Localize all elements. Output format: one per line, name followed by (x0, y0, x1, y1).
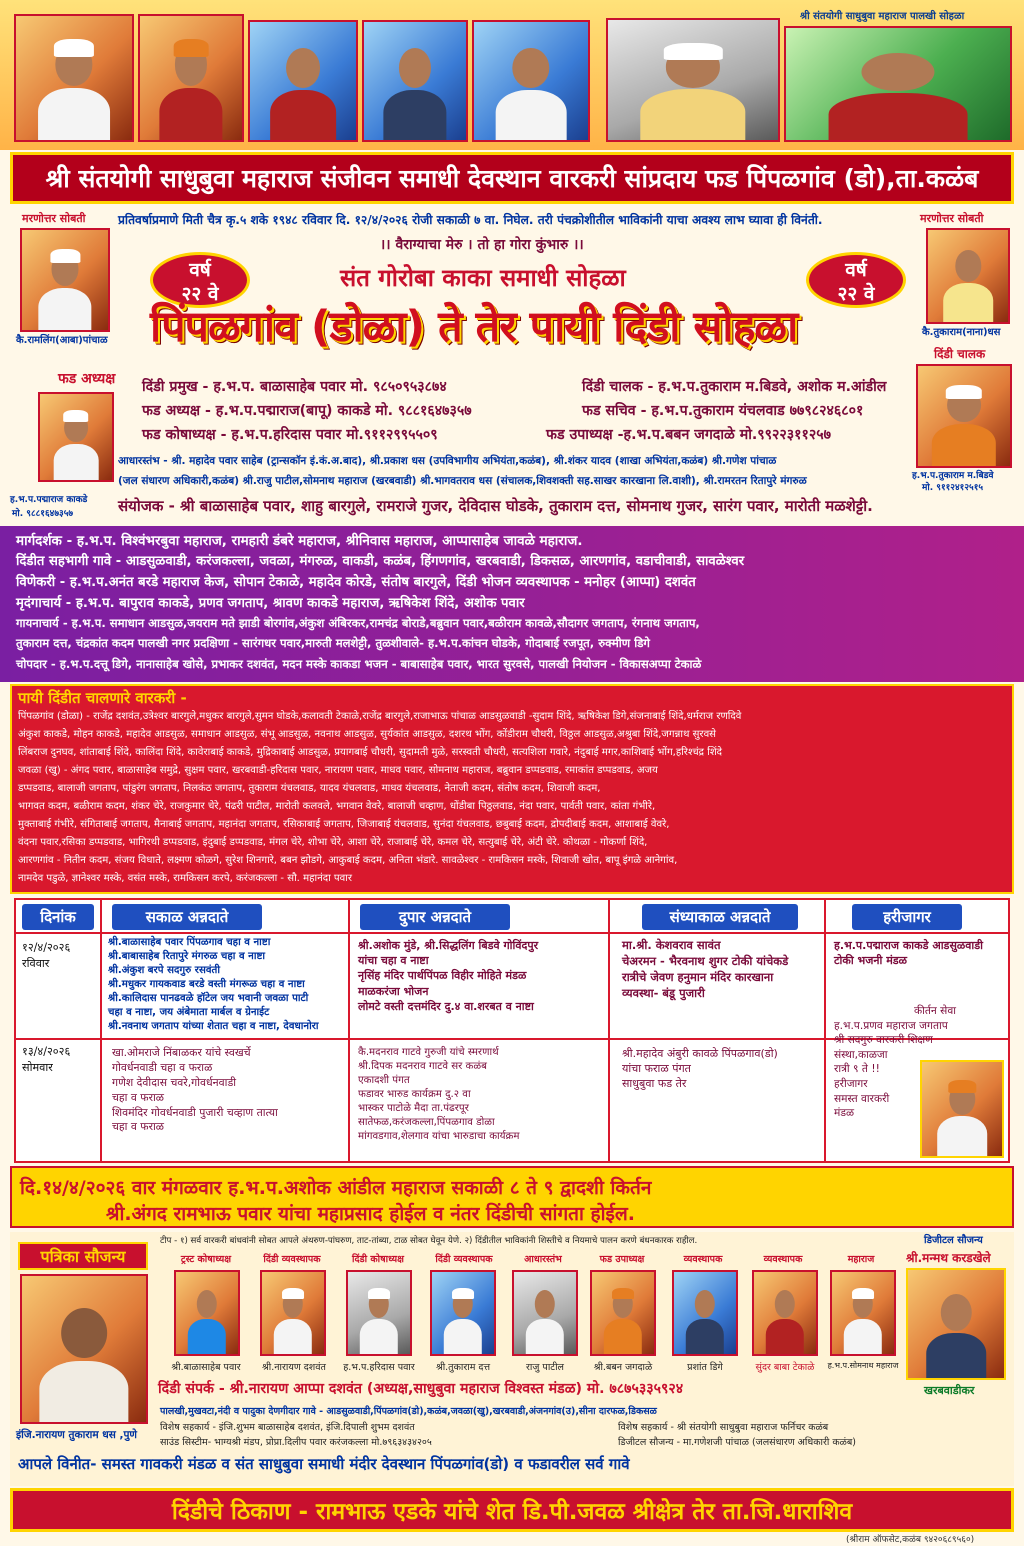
right-memorial-caption: कै.तुकाराम(नाना)धस (922, 327, 1001, 338)
day1-date: १२/४/२०२६ (22, 941, 71, 954)
person-role: महाराज (847, 1254, 875, 1265)
person-photo (260, 1270, 326, 1356)
header-date: दिनांक (22, 904, 94, 930)
fad-president-phone: मो. ९८८१६४७३५७ (12, 509, 74, 519)
motto: ।। वैराग्याचा मेरु । तो हा गोरा कुंभारु ।। (380, 237, 584, 253)
digital-donor-photo (906, 1268, 1006, 1380)
day1-noon: श्री.अशोक मुंडे, श्री.सिद्धलिंग बिडवे गोविंदपुर यांचा चहा व नाष्टा नृसिंह मंदिर पार्थपिंपळ विहीर मोहिते मंडळ माळकरंजा भोजन लोमटे वस्ती दत्तमंदिर दु.४ वा.शरबत व नाष्टा (358, 939, 539, 1013)
kirtankar-photo (920, 1060, 1004, 1158)
walkers-line: वंदना पवार,रसिका डप्पडवाड, भागिरथी डप्पडवाड, इंदुबाई डप्पडवाड, मंगल चेरे, शोभा चेरे, आशा चेरे, राजाबाई चेरे, कमल चेरे, सत्युबाई चेरे, अंटी चेरे. कोथळा - गोकर्णा शिंदे, (18, 837, 648, 848)
walkers-panel (10, 684, 1014, 894)
left-role-label: फड अध्यक्ष (58, 371, 116, 387)
dindi-location-bar: दिंडीचे ठिकाण - रामभाऊ एडके यांचे शेत डि.पी.जवळ श्रीक्षेत्र तेर ता.जि.धाराशिव (10, 1488, 1014, 1532)
deity-image-vitthal (362, 20, 468, 142)
day2-evening: श्री.महादेव अंबुरी कावळे पिंपळगाव(डो) यांचा फराळ पंगत साधुबुवा फड तेर (622, 1047, 778, 1091)
fad-president-name: ह.भ.प.पद्माराज काकडे (10, 495, 88, 505)
day2-noon: कै.मदनराव गाटवे गुरुजी यांचे स्मरणार्थ श्री.दिपक मदनराव गाटवे सर कळंब एकादशी पंगत फडावर भारुड कार्यक्रम दु.२ वा भास्कर पाटोळे मैदा ता.पंढरपूर सातेफळ,करंजकल्ला,पिंपळगाव डोळा मांगवडगाव,शेलगाव यांचा भारुडाचा कार्यक्रम (358, 1047, 520, 1143)
palkhi-caption: श्री संतयोगी साधुबुवा महाराज पालखी सोहळा (800, 11, 965, 22)
left-memorial-label: मरणोत्तर सोबती (22, 212, 86, 225)
day1-evening: मा.श्री. केशवराव सावंत चेअरमन - भैरवनाथ शुगर टोकी यांचेकडे रात्रीचे जेवण हनुमान मंदिर कारखाना व्यवस्था- बंडू पुजारी (622, 938, 789, 1000)
walkers-line: भागवत कदम, बळीराम कदम, शंकर चेरे, राजकुमार चेरे, पंढरी पाटील, मारोती कलवले, भगवान वेवरे, बालाजी चव्हाण, धोंडीबा पिठ्ठलवाड, नंदा पवार, पार्वती पवार, कांता गंभीरे, (18, 801, 656, 812)
dindi-chalak-name: ह.भ.प.तुकाराम म.बिडवे (912, 471, 994, 481)
person-photo (430, 1270, 496, 1356)
contact-line: दिंडी संपर्क - श्री.नारायण आप्पा दशवंत (अध्यक्ष,साधुबुवा महाराज विश्वस्त मंडळ) मो. ७८७५३३५९२४ (158, 1381, 684, 1397)
announcement-box (10, 1166, 1014, 1228)
saint-portrait-2 (138, 14, 244, 142)
person-name: ह.भ.प.सोमनाथ महाराज (827, 1361, 899, 1370)
day2-weekday: सोमवार (22, 1061, 53, 1074)
person-name: श्री.तुकाराम दत्त (435, 1362, 491, 1373)
year-number: २२ वे (181, 283, 219, 305)
day2-morning: खा.ओमराजे निंबाळकर यांचे स्वखर्चे गोवर्धनवाडी चहा व फराळ गणेश देवीदास चवरे,गोवर्धनवाडी चहा व फराळ शिवमंदिर गोवर्धनवाडी पुजारी चव्हाण तात्या चहा व फराळ (112, 1046, 278, 1134)
person-role: दिंडी कोषाध्यक्ष (352, 1254, 404, 1265)
right-memorial-label: मरणोत्तर सोबती (920, 212, 984, 225)
official-line-2: फड अध्यक्ष - ह.भ.प.पद्माराज(बापू) काकडे मो. ९८८१६४७३५७ (142, 403, 472, 419)
fad-president-photo (38, 392, 114, 482)
person-role: दिंडी व्यवस्थापक (263, 1254, 321, 1265)
palkhi-procession-photo (784, 26, 1012, 142)
year-word: वर्ष (845, 259, 867, 281)
digital-label: डिजीटल सौजन्य (924, 1235, 983, 1246)
guides-line: तुकाराम दत्त, चंद्रकांत कदम पालखी नगर प्रदक्षिणा - सारंगधर पवार,मारुती मलशेट्टी, तुळशीवाले- ह.भ.प.कांचन घोडके, गोदाबाई रजपूत, रुक्मीण डिगे (16, 636, 650, 650)
saint-image-gora-kumbhar (472, 20, 590, 142)
courtesy-section (10, 1232, 1014, 1486)
official-line-5: (जल संधारण अधिकारी,कळंब) श्री.राजु पाटील,सोमनाथ महाराज (खरबवाडी) श्री.भागवतराव धस (संचालक,शिवशक्ती सह.साखर कारखाना लि.वाशी), श्री.रामरतन रितापुरे मंगरुळ (118, 475, 807, 487)
announcement-line-2: श्री.अंगद रामभाऊ पवार यांचा महाप्रसाद होईल व नंतर दिंडीची सांगता होईल. (106, 1203, 635, 1225)
official-line-2b: फड सचिव - ह.भ.प.तुकाराम यंचलवाड ७७९८२४६८०१ (582, 403, 864, 419)
walkers-line: लिंबराज दुनघव, शांताबाई शिंदे, कालिंदा शिंदे, कावेराबाई काकडे, मुद्रिकाबाई आडसुळ, प्रयागबाई चौधरी, सुदामती मुळे, सरस्वती चौधरी, सत्यशिला गवारे, नंदुबाई मगर,काशिबाई भोंग,हरिश्चंद्र शिंदे (18, 747, 723, 758)
left-memorial-caption: कै.रामलिंग(आबा)पांचाळ (16, 335, 108, 346)
day2-harijagar: कीर्तन सेवा ह.भ.प.प्रणव महाराज जगताप श्री सदगुरु वारकरी शिक्षण संस्था,काळजा रात्री ९ ते !! हरीजागर समस्त वारकरी मंडळ (834, 1005, 956, 1120)
person-name: श्री.नारायण दशवंत (262, 1362, 326, 1373)
saint-portrait-1 (14, 14, 134, 142)
announcement-line-1: दि.१४/४/२०२६ वार मंगळवार ह.भ.प.अशोक आंडील महाराज सकाळी ८ ते ९ द्वादशी किर्तन (20, 1177, 652, 1199)
guides-line: गायनाचार्य - ह.भ.प. समाधान आडसुळ,जयराम मते झाडी बोरगांव,अंकुश अंबिरकर,रामचंद्र बोराडे,बब्रुवान पवार,बळीराम कावळे,सौदागर जगताप, रंगनाथ जगताप, (16, 616, 700, 630)
person-name: राजु पाटील (526, 1362, 564, 1373)
left-memorial-photo (20, 228, 110, 332)
patrika-label: पत्रिका सौजन्य (18, 1242, 148, 1270)
person-role: दिंडी व्यवस्थापक (435, 1254, 493, 1265)
intro-notice: प्रतिवर्षाप्रमाणे मिती चैत्र कृ.५ शके १९४८ रविवार दि. १२/४/२०२६ रोजी सकाळी ७ वा. निघेल. तरी पंचक्रोशीतील भाविकांनी याचा अवश्य लाभ घ्यावा ही विनंती. (118, 213, 823, 227)
schedule-table (14, 898, 1010, 1163)
person-role: व्यवस्थापक (683, 1254, 723, 1265)
walkers-heading: पायी दिंडीत चालणारे वारकरी - (18, 689, 187, 707)
patrika-donor-photo (20, 1274, 148, 1424)
header-evening: संध्याकाळ अन्नदाते (642, 904, 798, 930)
samadhi-photo (606, 18, 780, 142)
dindi-main-title: पिंपळगांव (डोळा) ते तेर पायी दिंडी सोहळा (150, 302, 798, 352)
guides-line: मृदंगाचार्य - ह.भ.प. बापुराव काकडे, प्रणव जगताप, श्रावण काकडे महाराज, ऋषिकेश शिंदे, अशोक पवार (16, 596, 525, 611)
walkers-line: अंकुश काकडे, मोहन काकडे, महादेव आडसुळ, समाधान आडसुळ, संभू आडसुळ, नवनाथ आडसुळ, सुर्यकांत आडसुळ, दशरथ भोंग, कोंडीराम चौधरी, विठ्ठल आडसुळ,अश्रुबा शिंदे,जगन्नाथ सुरवसे (18, 729, 716, 740)
temple-title: श्री संतयोगी साधुबुवा महाराज संजीवन समाधी देवस्थान वारकरी सांप्रदाय फड पिंपळगांव (डो),ता.कळंब (10, 152, 1014, 204)
official-line-3: फड कोषाध्यक्ष - ह.भ.प.हरिदास पवार मो.९११२९९५५०९ (142, 427, 438, 443)
printer-credit: (श्रीराम ऑफसेट,कळंब ९४२०६८९५६०) (846, 1535, 975, 1545)
year-word: वर्ष (189, 259, 211, 281)
person-photo (590, 1270, 656, 1356)
helper-line-2: साउंड सिस्टीम- भाग्यश्री मंडप, प्रोप्रा.दिलीप पवार करंजकल्ला मो.७९६३४३४२०५ (160, 1437, 432, 1448)
vinit-line: आपले विनीत- समस्त गावकरी मंडळ व संत साधुबुवा समाधी मंदीर देवस्थान पिंपळगांव(डो) व फडावरील सर्व गावे (18, 1455, 630, 1473)
person-photo (346, 1270, 412, 1356)
person-name: सुंदर बाबा टेकाळे (755, 1362, 815, 1373)
walkers-line: डप्पडवाड, बालाजी जगताप, पांडुरंग जगताप, निलकंठ जगताप, तुकाराम यंचलवाड, यादव यंचलवाड, माधव यंचलवाड, नेताजी कदम, संतोष कदम, शिवाजी कदम, (18, 783, 601, 794)
official-line-1b: दिंडी चालक - ह.भ.प.तुकाराम म.बिडवे, अशोक म.आंडील (582, 379, 887, 395)
right-role-label: दिंडी चालक (934, 347, 986, 361)
guides-panel (0, 526, 1024, 682)
person-photo (174, 1270, 240, 1356)
official-line-1: दिंडी प्रमुख - ह.भ.प. बाळासाहेब पवार मो. ९८५०९५३८७४ (142, 379, 447, 395)
deity-image-hanuman (248, 20, 358, 142)
official-line-3b: फड उपाध्यक्ष -ह.भ.प.बबन जगदाळे मो.९९२२३११२५७ (546, 427, 832, 443)
person-photo (830, 1270, 896, 1356)
digital-place: खरबवाडीकर (924, 1384, 975, 1397)
official-line-6: संयोजक - श्री बाळासाहेब पवार, शाहु बारगुले, रामराजे गुजर, देविदास घोडके, तुकाराम दत्त, सोमनाथ गुजर, सारंग पवार, मारोती मळशेट्टी. (118, 497, 873, 515)
route-line: पालखी,मुखवटा,नंदी व पादुका देणगीदार गावे - आडसुळवाडी,पिंपळगांव(डो),कळंब,जवळा(खु),खरबवाडी,अंजनगांव(उ),सीना दारफळ,डिकसळ (160, 1406, 657, 1417)
header-morning: सकाळ अन्नदाते (112, 904, 262, 930)
person-role: फड उपाध्यक्ष (599, 1254, 645, 1265)
walkers-line: जवळा (खु) - अंगद पवार, बाळासाहेब समुद्रे, सुक्षम पवार, खरबवाडी-हरिदास पवार, नारायण पवार, माधव पवार, सोमनाथ महाराज, बब्रुवान डप्पडवाड, रमाकांत डप्पडवाड, अजय (18, 765, 658, 776)
walkers-line: नामदेव पडुळे, ज्ञानेश्वर मस्के, वसंत मस्के, रामकिसन करपे, करंजकल्ला - सौ. महानंदा पवार (18, 873, 352, 884)
event-subtitle: संत गोरोबा काका समाधी सोहळा (340, 264, 626, 292)
official-line-4: आधारस्तंभ - श्री. महादेव पवार साहेब (ट्रान्सकॉन इं.कं.अ.बाद), श्री.प्रकाश धस (उपविभागीय अभियंता,कळंब), श्री.शंकर यादव (शाखा अभियंता,कळंब) श्री.गणेश पांचाळ (118, 455, 777, 467)
header-noon: दुपार अन्नदाते (360, 904, 510, 930)
helper-line-4: डिजीटल सौजन्य - मा.गणेशजी पांचाळ (जलसंधारण अधिकारी कळंब) (618, 1437, 856, 1448)
dindi-chalak-phone: मो. ९११२४१२५१५ (922, 483, 984, 493)
person-role: व्यवस्थापक (763, 1254, 803, 1265)
person-name: श्री.बबन जगदाळे (593, 1362, 653, 1373)
day1-harijagar: ह.भ.प.पद्माराज काकडे आडसुळवाडी टोकी भजनी मंडळ (834, 939, 983, 968)
person-role: आधारस्तंभ (524, 1254, 562, 1265)
helper-line-3: विशेष सहकार्य - श्री संतयोगी साधुबुवा महाराज फर्निचर कळंब (618, 1422, 829, 1433)
guides-line: मार्गदर्शक - ह.भ.प. विश्वंभरबुवा महाराज, रामहारी डंबरे महाराज, श्रीनिवास महाराज, आप्पासाहेब जावळे महाराज. (16, 533, 583, 549)
year-badge-right (806, 252, 906, 308)
person-name: प्रशांत डिगे (687, 1362, 723, 1373)
digital-name: श्री.मन्मथ करडखेले (906, 1251, 991, 1265)
guides-line: विणेकरी - ह.भ.प.अनंत बरडे महाराज केज, सोपान टेकाळे, महादेव कोरडे, संतोष बारगुले, दिंडी भोजन व्यवस्थापक - मनोहर (आप्पा) दशवंत (16, 575, 696, 590)
person-name: श्री.बाळासाहेब पवार (171, 1362, 241, 1373)
person-photo (672, 1270, 738, 1356)
person-photo (752, 1270, 818, 1356)
top-photo-band (0, 0, 1024, 150)
day2-date: १३/४/२०२६ (22, 1045, 71, 1058)
guides-line: चोपदार - ह.भ.प.दत्तू डिगे, नानासाहेब खोसे, प्रभाकर दशवंत, मदन मस्के काकडा भजन - बाबासाहेब पवार, भारत सुरवसे, पालखी नियोजन - विकासअप्पा टेकाळे (16, 657, 702, 671)
person-photo (512, 1270, 578, 1356)
dindi-chalak-photo (916, 364, 1012, 468)
patrika-donor-name: इंजि.नारायण तुकाराम धस ,पुणे (16, 1429, 138, 1441)
walkers-line: मुक्ताबाई गंभीरे, संगिताबाई जगताप, मैनाबाई जगताप, महानंदा जगताप, रसिकाबाई जगताप, जिजाबाई यंचलवाड, सुनंदा यंचलवाड, छबुबाई कदम, द्रोपदीबाई कदम, आशाबाई वेवरे, (18, 819, 670, 830)
person-name: ह.भ.प.हरिदास पवार (343, 1362, 415, 1373)
header-harijagar: हरीजागर (852, 904, 962, 930)
year-number: २२ वे (837, 283, 875, 305)
note-text: टीप - १) सर्व वारकरी बांधवांनी सोबत आपले अंथरुण-पांघरुण, ताट-तांब्या, टाळ सोबत घेवून येणे. २) दिंडीतील भाविकांनी शिस्तीचे व नियमाचे पालन करणे बंधनकारक राहील. (160, 1236, 698, 1246)
day1-weekday: रविवार (22, 957, 50, 970)
person-role: ट्रस्ट कोषाध्यक्ष (180, 1254, 232, 1265)
guides-line: दिंडीत सहभागी गावे - आडसुळवाडी, करंजकल्ला, जवळा, मंगरुळ, वाकडी, कळंब, हिंगणगांव, खरबवाडी, डिकसळ, आरणगांव, वडाचीवाडी, सावळेश्वर (16, 554, 745, 569)
day1-morning: श्री.बाळासाहेब पवार पिंपळगाव चहा व नाष्टा श्री.बाबासाहेब रितापुरे मंगरुळ चहा व नाष्टा श्री.अंकुश बरपे सदगुरु रसवंती श्री.मधुकर गायकवाड बरडे वस्ती मंगरूळ चहा व नाष्टा श्री.कालिदास पानढवळे हॉटेल जय भवानी जवळा पाटी चहा व नाष्टा, जय अंबेमाता मार्बल व ग्रेनाईट श्री.नवनाथ जगताप यांच्या शेतात चहा व नाष्टा, देवधानोरा (108, 937, 319, 1033)
walkers-line: आरणगांव - नितीन कदम, संजय विधाते, लक्ष्मण कोळगे, सुरेश शिनगारे, बबन झोडगे, आकुबाई कदम, अनिता भंडारे. सावळेश्वर - रामकिसन मस्के, शिवाजी खोत, बापू इंगळे आनेगांव, (18, 855, 678, 866)
helper-line-1: विशेष सहकार्य - इंजि.शुभम बाळासाहेब दशवंत, इंजि.दिपाली शुभम दशवंत (160, 1422, 415, 1433)
right-memorial-photo (926, 228, 1010, 324)
walkers-line: पिंपळगांव (डोळा) - राजेंद्र दशवंत,उत्रेश्वर बारगुले,मधुकर बारगुले,सुमन घोडके,कलावती टेकाळे,राजेंद्र बारगुले,राजाभाऊ पांचाळ आडसुळवाडी -सुदाम शिंदे, ऋषिकेश डिगे,संजनाबाई शिंदे,धर्मराज रणदिवे (18, 711, 742, 722)
